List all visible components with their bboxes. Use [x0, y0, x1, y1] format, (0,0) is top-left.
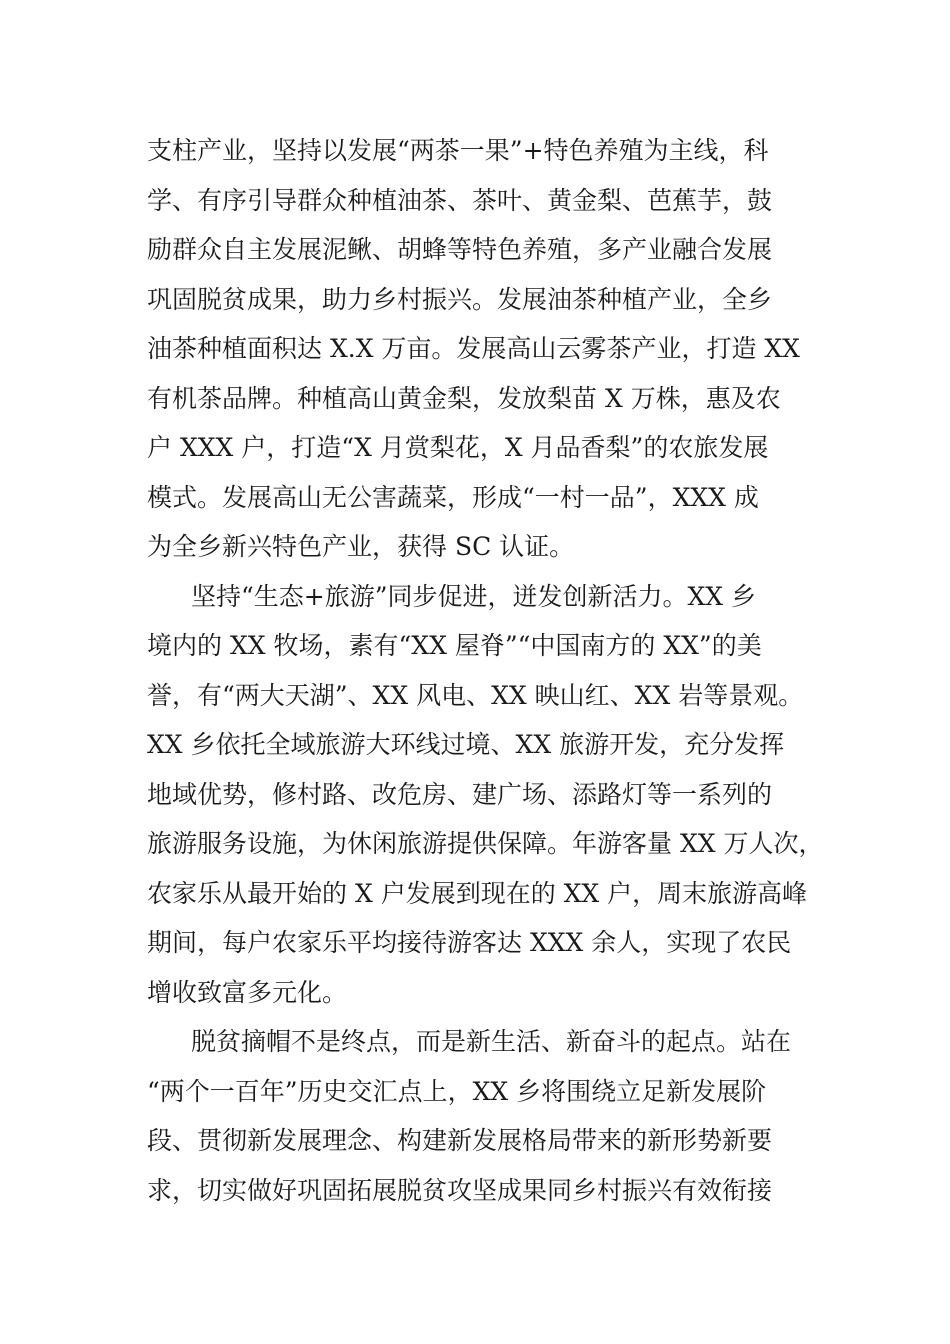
- paragraph-start-line: 坚持“生态+旅游”同步促进，迸发创新活力。XX 乡: [191, 581, 757, 611]
- body-text: [147, 126, 827, 1215]
- text-line: 地域优势，修村路、改危房、建广场、添路灯等一系列的: [147, 779, 773, 809]
- text-line: “两个一百年”历史交汇点上，XX 乡将围绕立足新发展阶: [147, 1076, 767, 1106]
- text-line: 户 XXX 户，打造“X 月赏梨花，X 月品香梨”的农旅发展: [147, 433, 769, 462]
- text-line: 求，切实做好巩固拓展脱贫攻坚成果同乡村振兴有效衔接: [147, 1175, 773, 1205]
- text-line: XX 乡依托全域旅游大环线过境、XX 旅游开发，充分发挥: [147, 730, 785, 759]
- text-line: 巩固脱贫成果，助力乡村振兴。发展油茶种植产业，全乡: [147, 284, 773, 314]
- text-line: 油茶种植面积达 X.X 万亩。发展高山云雾茶产业，打造 XX: [147, 334, 800, 363]
- paragraph-start-line: 脱贫摘帽不是终点，而是新生活、新奋斗的起点。站在: [191, 1027, 792, 1056]
- text-line: 励群众自主发展泥鳅、胡蜂等特色养殖，多产业融合发展: [147, 235, 773, 264]
- text-line: 旅游服务设施，为休闲旅游提供保障。年游客量 XX 万人次，: [147, 829, 824, 858]
- text-line: 境内的 XX 牧场，素有“XX 屋脊”“中国南方的 XX”的美: [147, 631, 762, 660]
- text-line: 期间，每户农家乐平均接待游客达 XXX 余人，实现了农民: [147, 928, 792, 957]
- text-line: 学、有序引导群众种植油茶、茶叶、黄金梨、芭蕉芋，鼓: [147, 185, 773, 215]
- text-line: 誉，有“两大天湖”、XX 风电、XX 映山红、XX 岩等景观。: [147, 680, 804, 710]
- text-line: 支柱产业，坚持以发展“两茶一果”+特色养殖为主线，科: [147, 136, 769, 165]
- text-line: 增收致富多元化。: [147, 977, 348, 1007]
- text-line: 为全乡新兴特色产业，获得 SC 认证。: [147, 532, 575, 561]
- text-line: 农家乐从最开始的 X 户发展到现在的 XX 户，周末旅游高峰: [147, 878, 808, 908]
- text-line: 有机茶品牌。种植高山黄金梨，发放梨苗 X 万株，惠及农: [147, 383, 781, 413]
- text-line: 段、贯彻新发展理念、构建新发展格局带来的新形势新要: [147, 1126, 773, 1155]
- text-line: 模式。发展高山无公害蔬菜，形成“一村一品”，XXX 成: [147, 482, 759, 512]
